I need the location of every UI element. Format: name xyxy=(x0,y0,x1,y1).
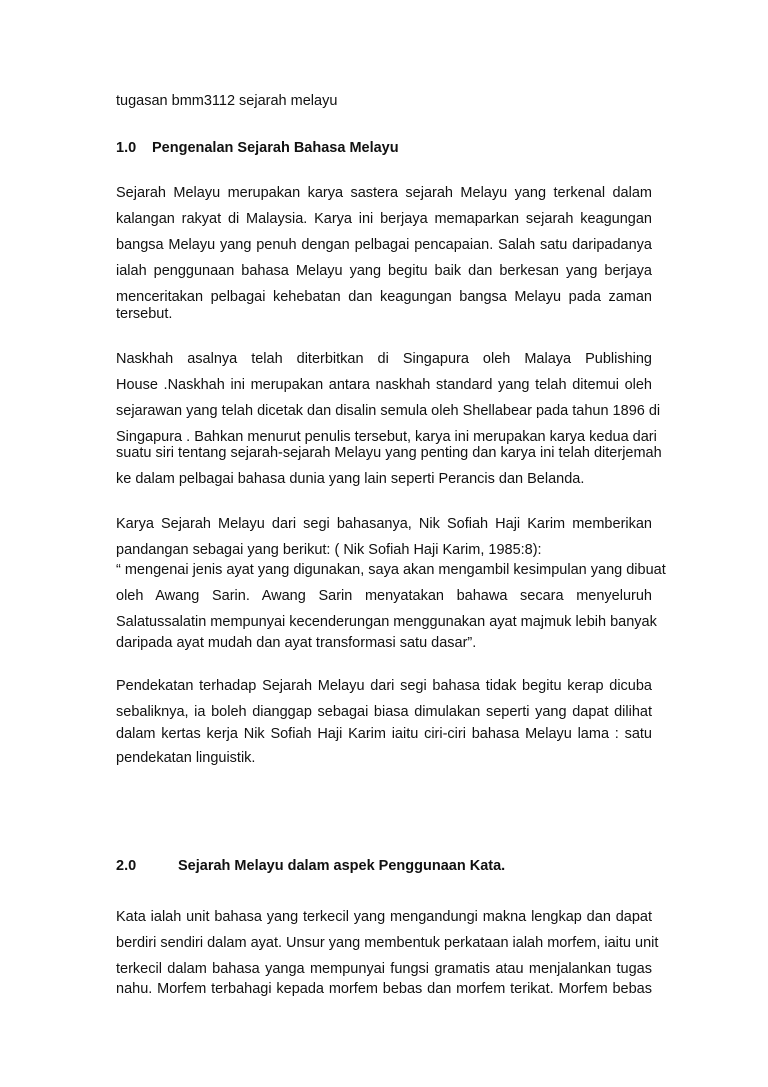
text-line: bangsa Melayu yang penuh dengan pelbagai pencapaian. Salah satu daripadanya xyxy=(116,237,652,253)
document-label: tugasan bmm3112 sejarah melayu xyxy=(116,93,338,109)
text-line: sejarawan yang telah dicetak dan disalin semula oleh Shellabear pada tahun 1896 di xyxy=(116,403,661,419)
text-line: pendekatan linguistik. xyxy=(116,750,256,766)
text-line: “ mengenai jenis ayat yang digunakan, saya akan mengambil kesimpulan yang dibuat xyxy=(116,562,666,578)
text-line: nahu. Morfem terbahagi kepada morfem bebas dan morfem terikat. Morfem bebas xyxy=(116,981,652,997)
text-line: Singapura . Bahkan menurut penulis tersebut, karya ini merupakan karya kedua dari xyxy=(116,429,657,445)
text-line: House .Naskhah ini merupakan antara naskhah standard yang telah ditemui oleh xyxy=(116,377,652,393)
text-line: kalangan rakyat di Malaysia. Karya ini berjaya memaparkan sejarah keagungan xyxy=(116,211,652,227)
text-line: ialah penggunaan bahasa Melayu yang begitu baik dan berkesan yang berjaya xyxy=(116,263,652,279)
text-line: oleh Awang Sarin. Awang Sarin menyatakan bahawa secara menyeluruh xyxy=(116,588,652,604)
section-2-number: 2.0 xyxy=(116,858,137,874)
text-line: Sejarah Melayu merupakan karya sastera sejarah Melayu yang terkenal dalam xyxy=(116,185,652,201)
section-2-title: Sejarah Melayu dalam aspek Penggunaan Kata. xyxy=(178,858,506,874)
text-line: suatu siri tentang sejarah-sejarah Melayu yang penting dan karya ini telah diterjemah xyxy=(116,445,662,461)
text-line: terkecil dalam bahasa yanga mempunyai fungsi gramatis atau menjalankan tugas xyxy=(116,961,652,977)
text-line: daripada ayat mudah dan ayat transformasi satu dasar”. xyxy=(116,635,477,651)
text-line: Naskhah asalnya telah diterbitkan di Singapura oleh Malaya Publishing xyxy=(116,351,652,367)
text-line: Salatussalatin mempunyai kecenderungan menggunakan ayat majmuk lebih banyak xyxy=(116,614,657,630)
text-line: berdiri sendiri dalam ayat. Unsur yang membentuk perkataan ialah morfem, iaitu unit xyxy=(116,935,659,951)
text-line: Pendekatan terhadap Sejarah Melayu dari segi bahasa tidak begitu kerap dicuba xyxy=(116,678,652,694)
section-1-title: Pengenalan Sejarah Bahasa Melayu xyxy=(152,140,399,156)
text-line: pandangan sebagai yang berikut: ( Nik Sofiah Haji Karim, 1985:8): xyxy=(116,542,542,558)
text-line: dalam kertas kerja Nik Sofiah Haji Karim iaitu ciri-ciri bahasa Melayu lama : satu xyxy=(116,726,652,742)
text-line: ke dalam pelbagai bahasa dunia yang lain seperti Perancis dan Belanda. xyxy=(116,471,585,487)
text-line: menceritakan pelbagai kehebatan dan keagungan bangsa Melayu pada zaman xyxy=(116,289,652,305)
text-line: sebaliknya, ia boleh dianggap sebagai biasa dimulakan seperti yang dapat dilihat xyxy=(116,704,652,720)
section-1-number: 1.0 xyxy=(116,140,137,156)
text-line: tersebut. xyxy=(116,306,173,322)
section-1-heading xyxy=(116,140,399,156)
section-2-heading xyxy=(116,858,505,874)
text-line: Karya Sejarah Melayu dari segi bahasanya, Nik Sofiah Haji Karim memberikan xyxy=(116,516,652,532)
text-line: Kata ialah unit bahasa yang terkecil yang mengandungi makna lengkap dan dapat xyxy=(116,909,652,925)
